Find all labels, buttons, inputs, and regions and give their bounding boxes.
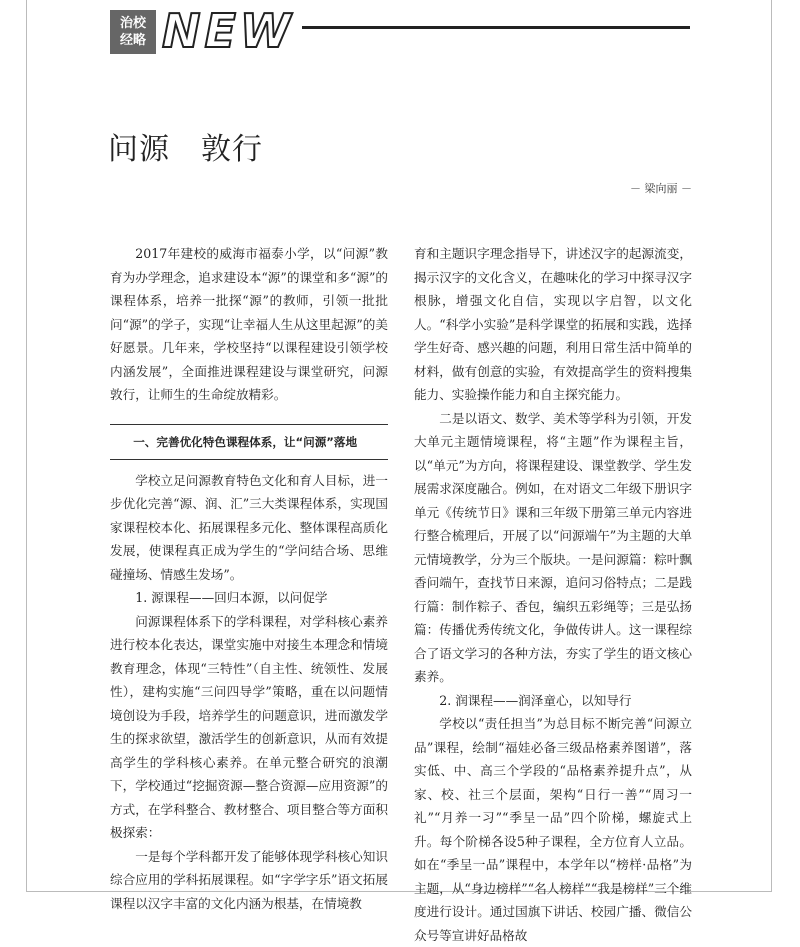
article-title: 问源 敦行 xyxy=(108,132,263,167)
paragraph: 学校以“责任担当”为总目标不断完善“问源立品”课程，绘制“福娃必备三级品格素养图谱”，落实低、中、高三个学段的“品格素养提升点”，从家、校、社三个层面，架构“日行一善”“周习一礼”“月养一习”“季呈一品”四个阶梯，螺旋式上升。每个阶梯各设5种子课程，全方位育人立品。如在“季呈一品”课程中，本学年以“榜样·品格”为主题，从“身边榜样”“名人榜样”“我是榜样”三个维度进行设计。通过国旗下讲话、校园广播、微信公众号等宣讲好品格故 xyxy=(414,716,692,943)
new-logo: NEW xyxy=(162,4,295,58)
section-heading: 一、完善优化特色课程体系，让“问源”落地 xyxy=(110,424,388,460)
header-rule xyxy=(302,26,690,29)
paragraph: 二是以语文、数学、美术等学科为引领，开发大单元主题情境课程，将“主题”作为课程主旨，以“单元”为方向，将课程建设、课堂教学、学生发展需求深度融合。例如，在对语文二年级下册识字单元《传统节日》课和三年级下册第三单元内容进行整合梳理后，开展了以“问源端午”为主题的大单元情境教学，分为三个版块。一是问源篇：粽叶飘香问端午，查找节日来源，追问习俗特点；二是践行篇：制作粽子、香包，编织五彩绳等；三是弘扬篇：传播优秀传统文化，争做传讲人。这一课程综合了语文学习的各种方法，夯实了学生的语文核心素养。 xyxy=(414,410,692,684)
paragraph: 一是每个学科都开发了能够体现学科核心知识综合应用的学科拓展课程。如“字学字乐”语文拓展课程以汉字丰富的文化内涵为根基，在情境教 xyxy=(110,848,388,911)
article-author: － 梁向丽 － xyxy=(630,182,692,195)
subheading: 2. 润课程——润泽童心，以知导行 xyxy=(439,692,632,708)
badge-line-1: 治校 xyxy=(119,16,146,31)
subheading: 1. 源课程——回归本源，以问促学 xyxy=(135,590,328,605)
paragraph: 育和主题识字理念指导下，讲述汉字的起源流变，揭示汉字的文化含义，在趣味化的学习中探寻汉字根脉，增强文化自信，实现以字启智，以文化人。“科学小实验”是科学课堂的拓展和实践，选择学生好奇、感兴趣的问题，利用日常生活中简单的材料，做有创意的实验，有效提高学生的资料搜集能力、实验操作能力和自主探究能力。 xyxy=(414,246,692,402)
paragraph: 学校立足问源教育特色文化和育人目标，进一步优化完善“源、润、汇”三大类课程体系，实现国家课程校本化、拓展课程多元化、整体课程高质化发展，使课程真正成为学生的“学问结合场、思维碰撞场、情感生发场”。 xyxy=(110,472,388,582)
badge-line-2: 经略 xyxy=(119,33,146,48)
paragraph: 问源课程体系下的学科课程，对学科核心素养进行校本化表达，课堂实施中对接生本理念和情境教育理念，体现“三特性”（自主性、统领性、发展性），建构实施“三问四导学”策略，重在以问题情境创设为手段，培养学生的问题意识，进而激发学生的探求欲望，激活学生的创新意识，从而有效提高学生的学科核心素养。在单元整合研究的浪潮下，学校通过“挖掘资源—整合资源—应用资源”的方式，在学科整合、教材整合、项目整合等方面积极探索： xyxy=(110,613,388,840)
column-badge xyxy=(110,10,156,54)
column-left xyxy=(110,242,388,915)
column-right xyxy=(414,242,692,947)
paragraph: 2017年建校的威海市福泰小学，以“问源”教育为办学理念，追求建设本“源”的课堂和多“源”的课程体系，培养一批探“源”的教师，引领一批批问“源”的学子，实现“让幸福人生从这里起源”的美好愿景。几年来，学校坚持“以课程建设引领学校内涵发展”，全面推进课程建设与课堂研究，问源敦行，让师生的生命绽放精彩。 xyxy=(110,246,388,402)
